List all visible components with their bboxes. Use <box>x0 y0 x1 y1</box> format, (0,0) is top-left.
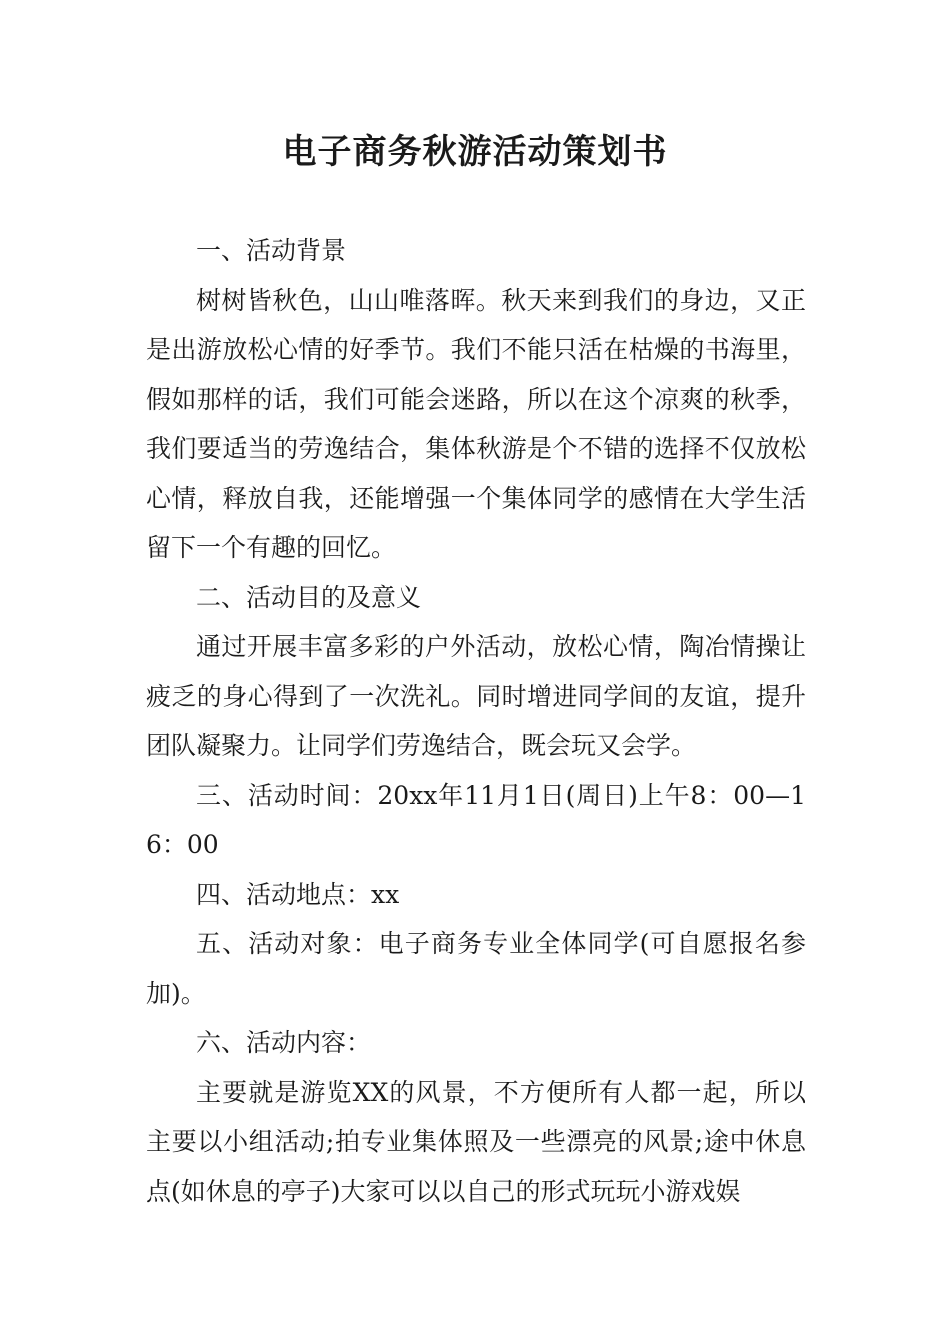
paragraph-background: 树树皆秋色，山山唯落晖。秋天来到我们的身边，又正是出游放松心情的好季节。我们不能只活在枯燥的书海里，假如那样的话，我们可能会迷路，所以在这个凉爽的秋季，我们要适当的劳逸结合，集体秋游是个不错的选择不仅放松心情，释放自我，还能增强一个集体同学的感情在大学生活留下一个有趣的回忆。 <box>146 285 806 562</box>
paragraph-purpose: 通过开展丰富多彩的户外活动，放松心情，陶冶情操让疲乏的身心得到了一次洗礼。同时增进同学间的友谊，提升团队凝聚力。让同学们劳逸结合，既会玩又会学。 <box>146 632 806 760</box>
section-heading-content: 六、活动内容： <box>196 1028 372 1057</box>
section-heading-purpose: 二、活动目的及意义 <box>196 582 422 612</box>
document-title: 电子商务秋游活动策划书 <box>282 132 668 172</box>
section-activity-location: 四、活动地点：xx <box>196 879 400 909</box>
section-heading-background: 一、活动背景 <box>196 236 347 265</box>
document-body <box>146 226 806 1216</box>
section-activity-time: 三、活动时间：20xx年11月1日(周日)上午8：00—16：00 <box>146 780 806 859</box>
section-activity-participants: 五、活动对象：电子商务专业全体同学(可自愿报名参加)。 <box>146 929 806 1008</box>
paragraph-content: 主要就是游览XX的风景，不方便所有人都一起，所以主要以小组活动;拍专业集体照及一些漂亮的风景;途中休息点(如休息的亭子)大家可以以自己的形式玩玩小游戏娱 <box>146 1077 806 1206</box>
